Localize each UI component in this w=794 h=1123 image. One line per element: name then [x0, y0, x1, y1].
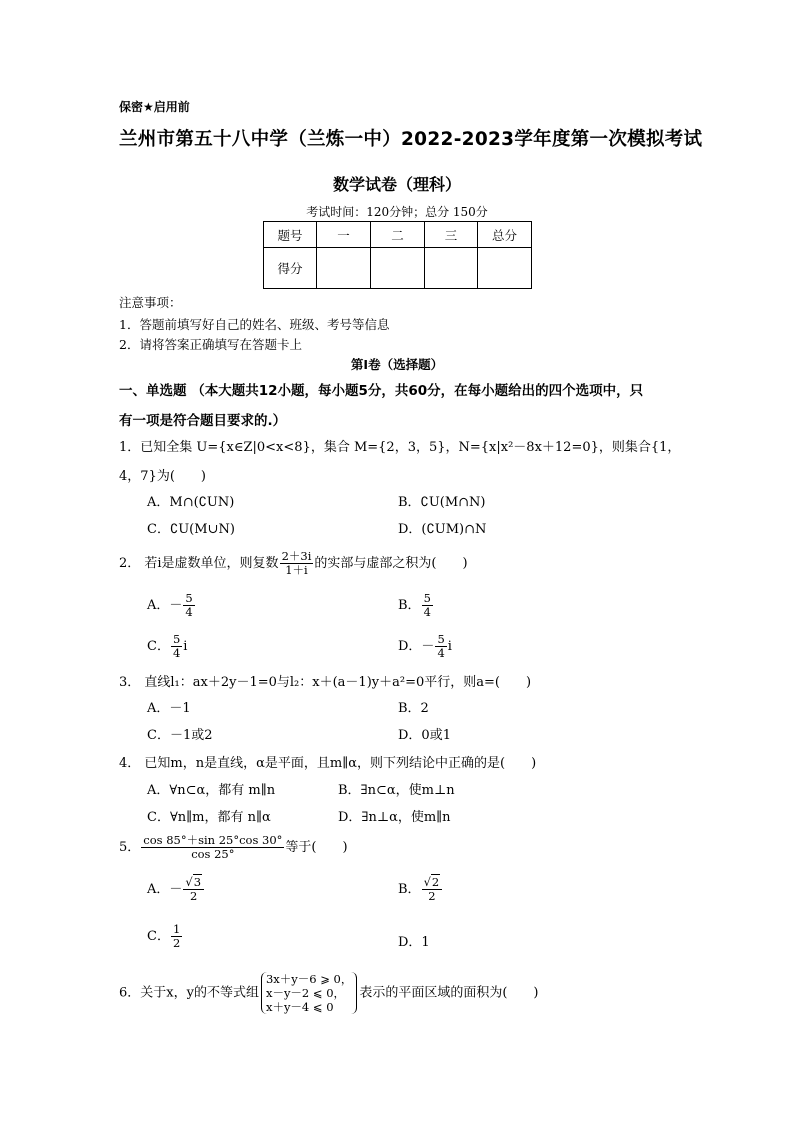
question-2-option-c[interactable]	[147, 633, 187, 660]
fraction-numerator: 5	[185, 591, 193, 605]
question-3-option-b[interactable]: B．2	[398, 701, 429, 716]
option-suffix: i	[447, 639, 452, 655]
question-6-stem	[119, 972, 539, 1014]
score-cell[interactable]	[478, 248, 532, 289]
score-header-cell: 一	[317, 222, 371, 248]
question-1-option-c[interactable]: C．∁U(M∪N)	[147, 522, 235, 537]
part-title: 一、单选题 （本大题共12小题，每小题5分，共60分，在每小题给出的四个选项中，只	[119, 383, 644, 399]
fraction-denominator: 2	[190, 889, 198, 904]
inequality-line: x－y－2 ⩽ 0，	[265, 986, 346, 1000]
volume-title: 第I卷（选择题）	[350, 357, 444, 372]
question-5-suffix: 等于( )	[285, 840, 348, 856]
exam-subtitle: 数学试卷（理科）	[332, 175, 461, 194]
score-header-cell: 总分	[478, 222, 532, 248]
question-1-option-b[interactable]: B．∁U(M∩N)	[398, 495, 486, 510]
question-4-stem: 4． 已知m，n是直线，α是平面，且m∥α，则下列结论中正确的是( )	[119, 756, 537, 771]
question-2-option-a[interactable]	[147, 592, 196, 619]
option-prefix: C．	[147, 929, 170, 945]
question-4-option-c[interactable]: C．∀n∥m，都有 n∥α	[147, 810, 271, 825]
note-item: 1．答题前填写好自己的姓名、班级、考号等信息	[119, 317, 390, 332]
sqrt-radicand: 3	[193, 875, 202, 889]
question-2-fraction	[280, 550, 314, 577]
question-3-stem: 3． 直线l₁：ax＋2y－1=0与l₂：x＋(a－1)y＋a²=0平行，则a=( )	[119, 675, 532, 690]
option-prefix: A．－	[147, 598, 183, 614]
question-2-suffix: 的实部与虚部之积为( )	[314, 556, 468, 572]
inequality-system	[261, 972, 357, 1014]
notes-title: 注意事项：	[119, 295, 182, 310]
score-row-label: 得分	[264, 248, 317, 289]
question-5-option-b[interactable]: B． $\frac{√2}{2}$	[398, 876, 443, 903]
option-suffix: i	[183, 639, 188, 655]
fraction-denominator: 4	[172, 646, 181, 661]
question-2-option-b[interactable]	[398, 592, 434, 619]
fraction-denominator: 4	[423, 605, 431, 620]
option-prefix: B．	[398, 882, 421, 898]
note-item: 2．请将答案正确填写在答题卡上	[119, 337, 302, 352]
question-2-prefix: 2． 若i是虚数单位，则复数	[119, 556, 279, 572]
question-1-option-a[interactable]: A．M∩(∁UN)	[147, 495, 235, 510]
question-2-option-d[interactable]	[398, 633, 452, 660]
fraction-numerator: 5	[437, 632, 445, 646]
question-5-prefix: 5．	[119, 840, 141, 856]
option-prefix: A．－	[147, 882, 183, 898]
question-5-option-d[interactable]: D．1	[398, 935, 430, 950]
question-3-option-d[interactable]: D．0或1	[398, 728, 451, 743]
option-prefix: C．	[147, 639, 170, 655]
fraction-denominator: 4	[185, 605, 193, 620]
option-prefix: B．	[398, 598, 421, 614]
fraction-denominator: 1＋i	[285, 563, 308, 578]
fraction-denominator: 2	[428, 889, 436, 904]
question-4-option-a[interactable]: A．∀n⊂α，都有 m∥n	[147, 783, 276, 798]
score-table-score-row	[264, 248, 532, 289]
exam-title: 兰州市第五十八中学（兰炼一中）2022-2023学年度第一次模拟考试	[119, 129, 703, 150]
option-prefix: D．－	[398, 639, 435, 655]
question-5-fraction	[141, 834, 284, 861]
question-5-stem	[119, 834, 348, 861]
score-cell[interactable]	[371, 248, 425, 289]
inequality-line: 3x＋y－6 ⩾ 0，	[265, 972, 353, 986]
score-header-cell: 题号	[264, 222, 317, 248]
question-2-stem	[119, 550, 468, 577]
fraction-numerator: 1	[172, 922, 181, 936]
question-4-option-b[interactable]: B．∃n⊂α，使m⊥n	[338, 783, 455, 798]
question-6-suffix: 表示的平面区域的面积为( )	[359, 985, 539, 1001]
sqrt-radicand: 2	[431, 875, 440, 889]
fraction-numerator: 5	[423, 591, 431, 605]
question-6-prefix: 6．关于x，y的不等式组	[119, 985, 259, 1001]
question-3-option-a[interactable]: A．－1	[147, 701, 191, 716]
fraction-numerator: cos 85°＋sin 25°cos 30°	[143, 833, 283, 847]
score-table	[263, 221, 532, 289]
exam-info: 考试时间：120分钟；总分 150分	[306, 205, 488, 219]
fraction-denominator: 2	[172, 936, 181, 951]
fraction-numerator: 5	[172, 632, 181, 646]
fraction-numerator: 2＋3i	[281, 549, 312, 563]
question-5-option-c[interactable]	[147, 923, 183, 950]
question-4-option-d[interactable]: D．∃n⊥α，使m∥n	[338, 810, 451, 825]
inequality-line: x＋y－4 ⩽ 0	[265, 1000, 334, 1014]
fraction-denominator: 4	[437, 646, 445, 661]
score-cell[interactable]	[425, 248, 478, 289]
score-header-cell: 三	[425, 222, 478, 248]
question-5-option-a[interactable]: A．－ $\frac{√3}{2}$	[147, 876, 205, 903]
confidential-label: 保密★启用前	[119, 100, 190, 114]
question-3-option-c[interactable]: C．－1或2	[147, 728, 213, 743]
score-table-header-row	[264, 222, 532, 248]
fraction-denominator: cos 25°	[191, 847, 235, 862]
question-1-stem-cont: 4，7}为( )	[119, 469, 206, 484]
question-1-option-d[interactable]: D．(∁UM)∩N	[398, 522, 487, 537]
score-cell[interactable]	[317, 248, 371, 289]
part-title-cont: 有一项是符合题目要求的.）	[119, 413, 287, 429]
score-header-cell: 二	[371, 222, 425, 248]
question-1-stem: 1．已知全集 U={x∈Z|0<x<8}，集合 M={2，3，5}，N={x|x²－8x＋12=0}，则集合{1，	[119, 440, 681, 455]
